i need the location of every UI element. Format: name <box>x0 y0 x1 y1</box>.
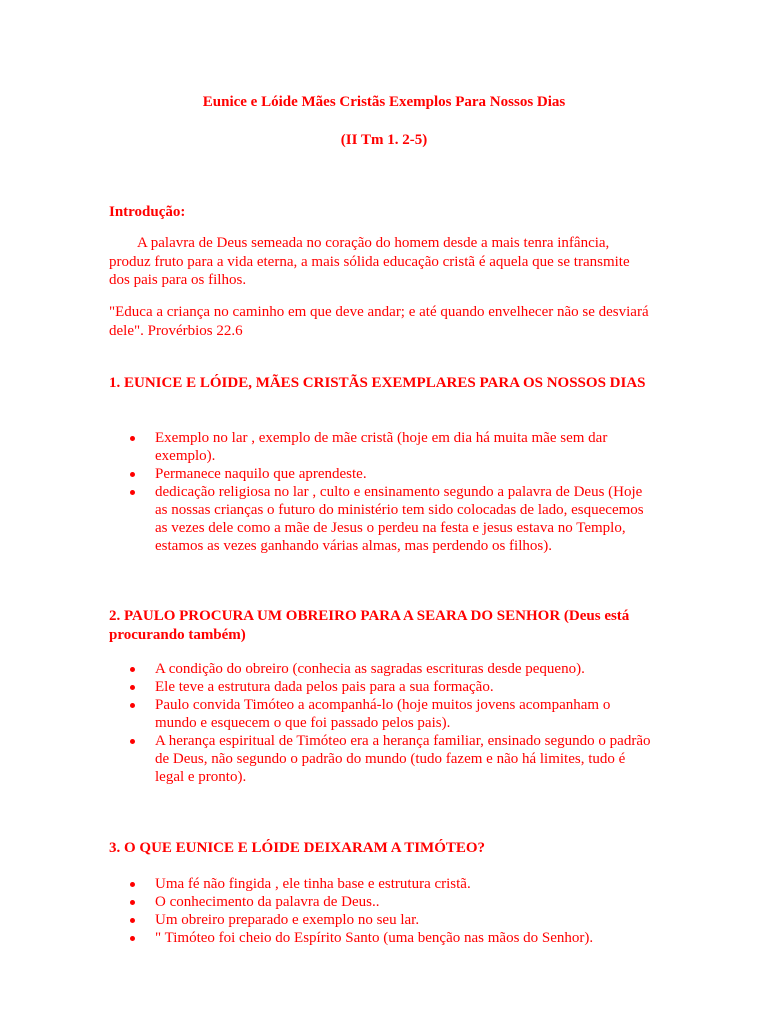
list-item-text: Exemplo no lar , exemplo de mãe cristã (hoje em dia há muita mãe sem dar exemplo). <box>155 430 608 464</box>
bullet-dot-icon <box>130 436 135 441</box>
bullet-dot-icon <box>130 882 135 887</box>
list-item <box>109 429 654 465</box>
bullet-dot-icon <box>130 490 135 495</box>
section-1-list <box>109 429 654 555</box>
intro-heading: Introdução: <box>109 204 186 220</box>
document-title: Eunice e Lóide Mães Cristãs Exemplos Para Nossos Dias <box>202 94 566 110</box>
list-item <box>109 911 654 929</box>
bullet-dot-icon <box>130 936 135 941</box>
list-item-text: O conhecimento da palavra de Deus.. <box>155 894 380 910</box>
list-item-text: " Timóteo foi cheio do Espírito Santo (uma benção nas mãos do Senhor). <box>155 930 594 946</box>
intro-paragraph: A palavra de Deus semeada no coração do homem desde a mais tenra infância, produz fruto para a vida eterna, a mais sólida educação cristã é aquela que se transmite dos pais para os filhos. <box>109 235 630 288</box>
list-item <box>109 732 654 786</box>
list-item <box>109 875 654 893</box>
bullet-dot-icon <box>130 918 135 923</box>
list-item-text: Permanece naquilo que aprendeste. <box>155 466 367 482</box>
list-item-text: Um obreiro preparado e exemplo no seu lar. <box>155 912 420 928</box>
list-item <box>109 483 654 555</box>
section-3-list <box>109 875 654 947</box>
section-3-heading: 3. O QUE EUNICE E LÓIDE DEIXARAM A TIMÓTEO? <box>109 840 486 856</box>
bullet-dot-icon <box>130 685 135 690</box>
list-item <box>109 465 654 483</box>
list-item <box>109 678 654 696</box>
list-item <box>109 696 654 732</box>
scripture-reference: (II Tm 1. 2-5) <box>340 132 428 148</box>
list-item <box>109 929 654 947</box>
list-item-text: A herança espiritual de Timóteo era a herança familiar, ensinado segundo o padrão de Deus, não segundo o padrão do mundo (tudo fazem e não há limites, tudo é legal e pronto). <box>155 733 651 785</box>
list-item <box>109 660 654 678</box>
section-1-heading: 1. EUNICE E LÓIDE, MÃES CRISTÃS EXEMPLARES PARA OS NOSSOS DIAS <box>109 375 646 391</box>
section-2-heading: 2. PAULO PROCURA UM OBREIRO PARA A SEARA DO SENHOR (Deus está procurando também) <box>109 608 630 643</box>
list-item-text: Paulo convida Timóteo a acompanhá-lo (hoje muitos jovens acompanham o mundo e esquecem o que foi passado pelos pais). <box>155 697 611 731</box>
bullet-dot-icon <box>130 739 135 744</box>
list-item-text: Ele teve a estrutura dada pelos pais para a sua formação. <box>155 679 494 695</box>
list-item <box>109 893 654 911</box>
bullet-dot-icon <box>130 472 135 477</box>
intro-quote: "Educa a criança no caminho em que deve andar; e até quando envelhecer não se desviará dele". Provérbios 22.6 <box>109 304 649 339</box>
bullet-dot-icon <box>130 900 135 905</box>
bullet-dot-icon <box>130 703 135 708</box>
section-2-list <box>109 660 654 786</box>
list-item-text: dedicação religiosa no lar , culto e ensinamento segundo a palavra de Deus (Hoje as nossas crianças o futuro do ministério tem sido colocadas de lado, esquecemos as vezes dele como a mãe de Jesus o perdeu na festa e jesus estava no Templo, estamos as vezes ganhando várias almas, mas perdendo os filhos). <box>155 484 644 554</box>
list-item-text: A condição do obreiro (conhecia as sagradas escrituras desde pequeno). <box>155 661 585 677</box>
bullet-dot-icon <box>130 667 135 672</box>
list-item-text: Uma fé não fingida , ele tinha base e estrutura cristã. <box>155 876 471 892</box>
